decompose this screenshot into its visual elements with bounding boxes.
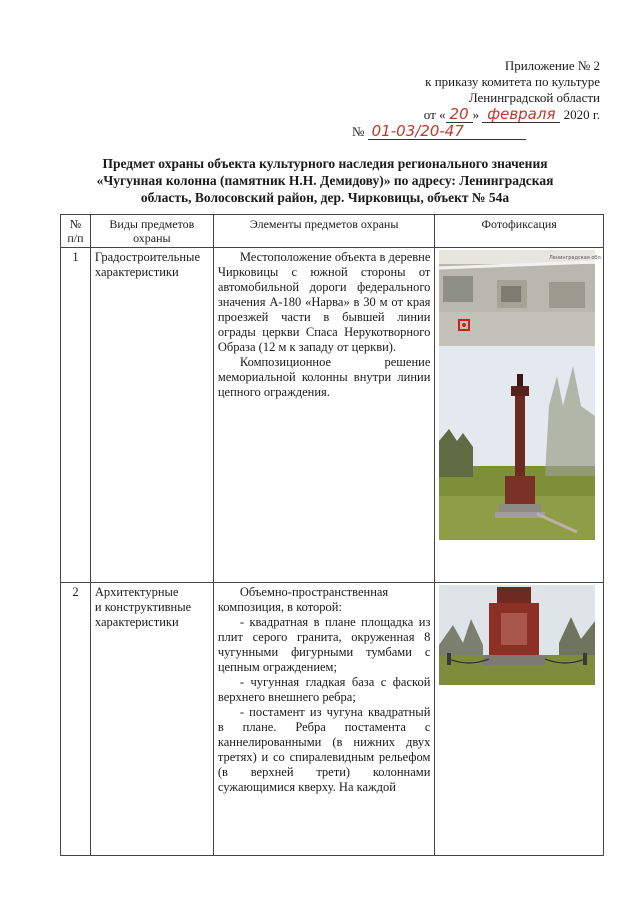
paragraph: Объемно-пространственная композиция, в которой: bbox=[217, 585, 389, 614]
handwritten-number: 01-03/20-47 bbox=[368, 123, 526, 140]
appendix-region-line: Ленинградской области bbox=[468, 90, 600, 105]
aerial-map-photo bbox=[439, 250, 603, 346]
paragraph: - квадратная в плане площадка из плит серого гранита, окруженная 8 чугунными фигурными тумбами с цепным ограждением; bbox=[217, 615, 431, 674]
table-header-row bbox=[61, 215, 604, 248]
header-number: № п/п bbox=[61, 215, 91, 248]
row-photos bbox=[435, 248, 604, 583]
table-row bbox=[61, 248, 604, 583]
paragraph: Местоположение объекта в деревне Чирковицы с южной стороны от автомобильной дороги федерального значения А-180 «Нарва» в 30 м от края проезжей части в бывшей линии ограды церкви Спаса Нерукотворного Образа (12 м к западу от церкви). bbox=[217, 250, 431, 354]
header-photos: Фотофиксация bbox=[435, 215, 604, 248]
row-number: 2 bbox=[61, 583, 91, 856]
row-elements bbox=[213, 248, 435, 583]
row-elements bbox=[213, 583, 435, 856]
header-kind: Виды предметов охраны bbox=[90, 215, 213, 248]
column-photo bbox=[439, 346, 595, 540]
handwritten-day: 20 bbox=[446, 106, 473, 123]
table-row bbox=[61, 583, 604, 856]
appendix-title: Приложение № 2 bbox=[504, 58, 600, 73]
row-number: 1 bbox=[61, 248, 91, 583]
paragraph: - чугунная гладкая база с фаской верхнего внешнего ребра; bbox=[217, 675, 431, 704]
handwritten-month: февраля bbox=[482, 106, 560, 123]
protection-table bbox=[60, 214, 604, 856]
appendix-header bbox=[300, 58, 600, 140]
row-kind: Архитектурные и конструктивные характеристики bbox=[90, 583, 213, 856]
row-photos bbox=[435, 583, 604, 856]
row-kind: Градостроительные характеристики bbox=[90, 248, 213, 583]
map-label: Ленинградская обл. bbox=[549, 255, 603, 261]
document-title: Предмет охраны объекта культурного наследия регионального значения «Чугунная колонна (памятник Н.Н. Демидову)» по адресу: Ленинградская область, Волосовский район, дер. Чирковицы, объект № 54а bbox=[96, 156, 554, 205]
appendix-order-line: к приказу комитета по культуре bbox=[425, 74, 600, 89]
paragraph: - постамент из чугуна квадратный в плане. Ребра постамента с каннелированными (в нижних двух третях) и со спиралевидным рельефом (в верхней трети) колоннами сужающимися кверху. На каждой bbox=[217, 705, 431, 794]
header-elements: Элементы предметов охраны bbox=[213, 215, 435, 248]
base-photo bbox=[439, 585, 595, 685]
paragraph: Композиционное решение мемориальной колонны внутри линии цепного ограждения. bbox=[217, 355, 431, 399]
appendix-number: № 01-03/20-47 bbox=[300, 123, 600, 140]
appendix-date: от « 20 » февраля 2020 г. bbox=[423, 105, 600, 123]
